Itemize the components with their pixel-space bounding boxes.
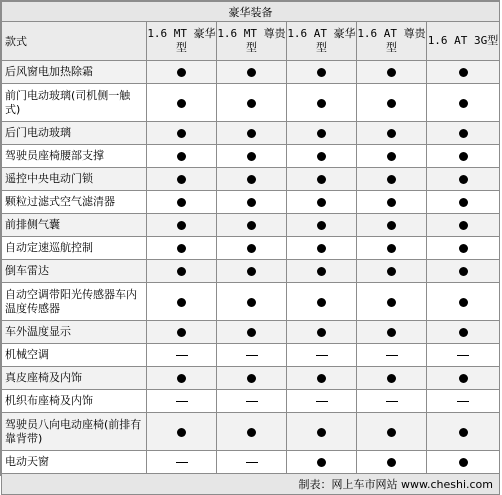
feature-value-cell (357, 214, 427, 237)
standard-dot-icon (459, 428, 468, 437)
feature-label: 驾驶员八向电动座椅(前排有靠背带) (2, 413, 147, 451)
table-row (2, 191, 500, 214)
header-model: 1.6 AT 3G型 (427, 22, 500, 61)
not-available-dash-icon (386, 355, 398, 356)
standard-dot-icon (247, 152, 256, 161)
feature-value-cell (217, 214, 287, 237)
standard-dot-icon (177, 244, 186, 253)
feature-value-cell (427, 451, 500, 474)
standard-dot-icon (247, 99, 256, 108)
table-row (2, 237, 500, 260)
feature-value-cell (427, 321, 500, 344)
feature-value-cell (147, 237, 217, 260)
standard-dot-icon (387, 129, 396, 138)
feature-label: 机械空调 (2, 344, 147, 367)
table-row (2, 61, 500, 84)
feature-value-cell (287, 145, 357, 168)
feature-value-cell (287, 214, 357, 237)
feature-value-cell (147, 344, 217, 367)
feature-value-cell (427, 145, 500, 168)
standard-dot-icon (177, 198, 186, 207)
standard-dot-icon (247, 428, 256, 437)
feature-value-cell (217, 451, 287, 474)
feature-value-cell (357, 283, 427, 321)
feature-value-cell (217, 191, 287, 214)
feature-value-cell (217, 145, 287, 168)
standard-dot-icon (387, 244, 396, 253)
feature-value-cell (147, 145, 217, 168)
feature-label: 车外温度显示 (2, 321, 147, 344)
feature-value-cell (287, 191, 357, 214)
table-title: 豪华装备 (2, 2, 500, 22)
feature-value-cell (357, 168, 427, 191)
standard-dot-icon (387, 152, 396, 161)
standard-dot-icon (247, 328, 256, 337)
feature-value-cell (427, 260, 500, 283)
not-available-dash-icon (176, 462, 188, 463)
feature-value-cell (287, 260, 357, 283)
standard-dot-icon (247, 374, 256, 383)
header-model: 1.6 MT 豪华型 (147, 22, 217, 61)
feature-value-cell (427, 283, 500, 321)
header-model: 1.6 AT 尊贵型 (357, 22, 427, 61)
feature-value-cell (427, 214, 500, 237)
feature-label: 后风窗电加热除霜 (2, 61, 147, 84)
not-available-dash-icon (457, 401, 469, 402)
standard-dot-icon (247, 129, 256, 138)
standard-dot-icon (177, 267, 186, 276)
feature-value-cell (357, 191, 427, 214)
not-available-dash-icon (386, 401, 398, 402)
feature-value-cell (427, 191, 500, 214)
not-available-dash-icon (246, 401, 258, 402)
feature-value-cell (217, 344, 287, 367)
feature-value-cell (357, 84, 427, 122)
standard-dot-icon (177, 99, 186, 108)
feature-value-cell (357, 61, 427, 84)
feature-value-cell (147, 214, 217, 237)
standard-dot-icon (459, 129, 468, 138)
table-row (2, 145, 500, 168)
not-available-dash-icon (457, 355, 469, 356)
standard-dot-icon (387, 374, 396, 383)
feature-value-cell (287, 367, 357, 390)
table-row (2, 260, 500, 283)
feature-value-cell (147, 390, 217, 413)
standard-dot-icon (177, 175, 186, 184)
not-available-dash-icon (246, 355, 258, 356)
standard-dot-icon (317, 221, 326, 230)
feature-value-cell (427, 390, 500, 413)
standard-dot-icon (317, 328, 326, 337)
table-row (2, 390, 500, 413)
standard-dot-icon (247, 198, 256, 207)
standard-dot-icon (317, 99, 326, 108)
table-row (2, 214, 500, 237)
standard-dot-icon (459, 267, 468, 276)
feature-value-cell (147, 122, 217, 145)
standard-dot-icon (459, 298, 468, 307)
feature-value-cell (287, 451, 357, 474)
feature-label: 电动天窗 (2, 451, 147, 474)
feature-value-cell (217, 260, 287, 283)
feature-value-cell (427, 237, 500, 260)
standard-dot-icon (177, 374, 186, 383)
feature-value-cell (147, 61, 217, 84)
standard-dot-icon (387, 175, 396, 184)
feature-value-cell (287, 390, 357, 413)
feature-value-cell (357, 344, 427, 367)
feature-value-cell (357, 451, 427, 474)
feature-value-cell (427, 84, 500, 122)
feature-value-cell (287, 168, 357, 191)
standard-dot-icon (317, 198, 326, 207)
standard-dot-icon (317, 129, 326, 138)
table-row (2, 367, 500, 390)
feature-value-cell (147, 451, 217, 474)
standard-dot-icon (459, 175, 468, 184)
feature-value-cell (217, 367, 287, 390)
feature-value-cell (287, 61, 357, 84)
table-row (2, 84, 500, 122)
feature-value-cell (287, 283, 357, 321)
standard-dot-icon (387, 221, 396, 230)
standard-dot-icon (317, 428, 326, 437)
standard-dot-icon (317, 374, 326, 383)
standard-dot-icon (247, 298, 256, 307)
feature-label: 自动空调带阳光传感器车内温度传感器 (2, 283, 147, 321)
table-row (2, 451, 500, 474)
standard-dot-icon (387, 198, 396, 207)
standard-dot-icon (459, 68, 468, 77)
header-label: 款式 (2, 22, 147, 61)
standard-dot-icon (387, 328, 396, 337)
not-available-dash-icon (246, 462, 258, 463)
standard-dot-icon (177, 68, 186, 77)
standard-dot-icon (247, 175, 256, 184)
feature-label: 前门电动玻璃(司机侧一触式) (2, 84, 147, 122)
standard-dot-icon (247, 267, 256, 276)
feature-value-cell (287, 237, 357, 260)
standard-dot-icon (459, 198, 468, 207)
standard-dot-icon (459, 152, 468, 161)
feature-label: 真皮座椅及内饰 (2, 367, 147, 390)
feature-value-cell (217, 390, 287, 413)
table-row (2, 168, 500, 191)
feature-value-cell (287, 413, 357, 451)
standard-dot-icon (387, 99, 396, 108)
feature-label: 前排侧气囊 (2, 214, 147, 237)
feature-value-cell (287, 84, 357, 122)
feature-value-cell (147, 191, 217, 214)
feature-value-cell (357, 321, 427, 344)
feature-value-cell (217, 122, 287, 145)
standard-dot-icon (177, 221, 186, 230)
feature-label: 机织布座椅及内饰 (2, 390, 147, 413)
standard-dot-icon (177, 328, 186, 337)
standard-dot-icon (177, 298, 186, 307)
standard-dot-icon (177, 129, 186, 138)
feature-value-cell (427, 168, 500, 191)
standard-dot-icon (317, 68, 326, 77)
feature-value-cell (287, 122, 357, 145)
feature-value-cell (217, 168, 287, 191)
table-row (2, 321, 500, 344)
feature-value-cell (217, 413, 287, 451)
feature-value-cell (147, 283, 217, 321)
feature-value-cell (147, 260, 217, 283)
table-footer: 制表：网上车市网站 www.cheshi.com (2, 474, 500, 495)
standard-dot-icon (459, 99, 468, 108)
feature-value-cell (217, 283, 287, 321)
feature-value-cell (147, 84, 217, 122)
standard-dot-icon (317, 175, 326, 184)
standard-dot-icon (387, 298, 396, 307)
standard-dot-icon (459, 244, 468, 253)
standard-dot-icon (317, 298, 326, 307)
not-available-dash-icon (176, 355, 188, 356)
standard-dot-icon (387, 267, 396, 276)
standard-dot-icon (247, 68, 256, 77)
table-row (2, 344, 500, 367)
table-row (2, 122, 500, 145)
standard-dot-icon (459, 328, 468, 337)
feature-value-cell (357, 260, 427, 283)
standard-dot-icon (317, 458, 326, 467)
standard-dot-icon (177, 428, 186, 437)
table-row (2, 283, 500, 321)
equipment-table (1, 1, 500, 495)
feature-label: 驾驶员座椅腰部支撑 (2, 145, 147, 168)
feature-label: 自动定速巡航控制 (2, 237, 147, 260)
standard-dot-icon (247, 221, 256, 230)
feature-value-cell (357, 122, 427, 145)
feature-value-cell (147, 321, 217, 344)
feature-label: 颗粒过滤式空气滤清器 (2, 191, 147, 214)
standard-dot-icon (247, 244, 256, 253)
standard-dot-icon (317, 267, 326, 276)
feature-label: 后门电动玻璃 (2, 122, 147, 145)
feature-value-cell (357, 145, 427, 168)
feature-value-cell (287, 344, 357, 367)
feature-value-cell (287, 321, 357, 344)
feature-value-cell (147, 168, 217, 191)
feature-value-cell (357, 390, 427, 413)
feature-value-cell (427, 122, 500, 145)
feature-value-cell (427, 367, 500, 390)
standard-dot-icon (177, 152, 186, 161)
not-available-dash-icon (316, 355, 328, 356)
feature-value-cell (357, 237, 427, 260)
feature-value-cell (217, 321, 287, 344)
feature-value-cell (357, 367, 427, 390)
standard-dot-icon (459, 221, 468, 230)
standard-dot-icon (459, 374, 468, 383)
feature-value-cell (217, 61, 287, 84)
standard-dot-icon (317, 152, 326, 161)
standard-dot-icon (317, 244, 326, 253)
not-available-dash-icon (176, 401, 188, 402)
feature-label: 倒车雷达 (2, 260, 147, 283)
standard-dot-icon (459, 458, 468, 467)
standard-dot-icon (387, 458, 396, 467)
feature-value-cell (427, 344, 500, 367)
table-row (2, 413, 500, 451)
standard-dot-icon (387, 428, 396, 437)
feature-value-cell (357, 413, 427, 451)
feature-value-cell (217, 237, 287, 260)
feature-value-cell (217, 84, 287, 122)
feature-value-cell (147, 367, 217, 390)
header-model: 1.6 MT 尊贵型 (217, 22, 287, 61)
feature-value-cell (427, 413, 500, 451)
feature-value-cell (427, 61, 500, 84)
feature-label: 遥控中央电动门锁 (2, 168, 147, 191)
feature-value-cell (147, 413, 217, 451)
not-available-dash-icon (316, 401, 328, 402)
standard-dot-icon (387, 68, 396, 77)
header-model: 1.6 AT 豪华型 (287, 22, 357, 61)
